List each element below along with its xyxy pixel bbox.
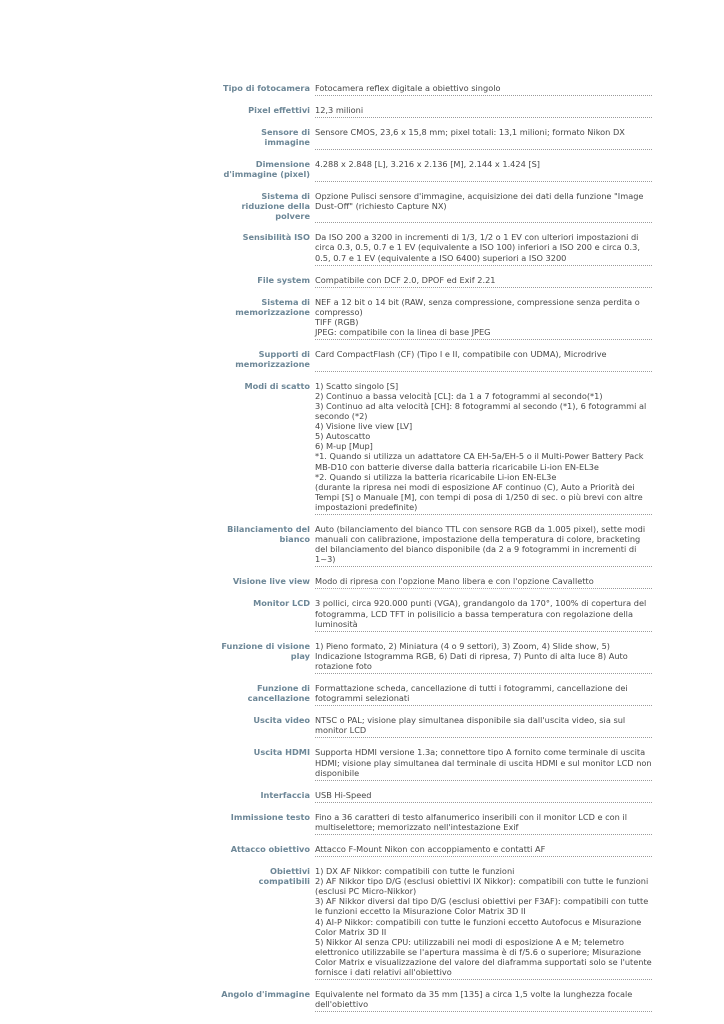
spec-row [220, 987, 652, 1012]
spacer-right [315, 96, 652, 104]
row-spacer [220, 515, 652, 523]
spec-label [220, 81, 315, 96]
row-spacer [220, 340, 652, 348]
spacer-right [315, 340, 652, 348]
spacer-left [220, 223, 315, 231]
spacer-left [220, 371, 315, 379]
spec-label-text: Monitor LCD [253, 598, 310, 609]
spec-label-text: Pixel effettivi [248, 105, 310, 116]
spec-value [315, 681, 652, 706]
spacer-right [315, 706, 652, 714]
spacer-right [315, 567, 652, 575]
spec-value-text: 1) Pieno formato, 2) Miniatura (4 o 9 settori), 3) Zoom, 4) Slide show, 5) Indicazione Istogramma RGB, 6) Dati di ripresa, 7) Punto di alta luce 8) Auto rotazione foto [315, 640, 628, 671]
spec-value-text: Opzione Pulisci sensore d'immagine, acquisizione dei dati della funzione "Image Dust-Off" (richiesto Capture NX) [315, 190, 644, 211]
spec-value [315, 713, 652, 738]
spacer-left [220, 738, 315, 746]
spec-value [315, 639, 652, 674]
spec-row [220, 230, 652, 265]
spec-value-text: Fotocamera reflex digitale a obiettivo singolo [315, 83, 501, 93]
spec-label [220, 842, 315, 857]
spec-label-text: Sensibilità ISO [242, 232, 310, 243]
spec-row [220, 103, 652, 118]
spec-label [220, 103, 315, 118]
spacer-right [315, 223, 652, 231]
spacer-right [315, 265, 652, 273]
spec-label-text: Sistema di riduzione della polvere [241, 190, 310, 221]
spec-value [315, 273, 652, 288]
spec-row [220, 788, 652, 803]
spacer-left [220, 706, 315, 714]
spec-value-text: NEF a 12 bit o 14 bit (RAW, senza compressione, compressione senza perdita o compresso) TIFF (RGB) JPEG: compatibile con la linea di base JPEG [315, 296, 640, 337]
spec-value-text: USB Hi-Speed [315, 789, 372, 800]
spec-label-text: Sistema di memorizzazione [235, 296, 310, 317]
spec-label [220, 864, 315, 980]
spacer-left [220, 118, 315, 126]
spacer-left [220, 265, 315, 273]
row-spacer [220, 1012, 652, 1020]
spec-label [220, 522, 315, 567]
spec-value-text: 1) Scatto singolo [S] 2) Continuo a bassa velocità [CL]: da 1 a 7 fotogrammi al secondo(*1) 3) Continuo ad alta velocità [CH]: 8 fotogrammi al secondo (*1), 6 fotogrammi al secondo (*2) 4) Visione live view [LV] 5) Autoscatto 6) M-up [Mup] *1. Quando si utilizza un adattatore CA EH-5a/EH-5 o il Multi-Power Battery Pack MB-D10 con batterie diverse dalla batteria ricaricabile Li-ion EN-EL3e *2. Quando si utilizza la batteria ricaricabile Li-ion EN-EL3e (durante la ripresa nei modi di esposizione AF continuo (C), Auto a Priorità dei Tempi [S] o Manuale [M], con tempi di posa di 1/250 di sec. o più brevi con altre impostazioni predefinite) [315, 380, 647, 512]
spec-label-text: Angolo d'immagine [221, 989, 310, 1000]
spacer-left [220, 631, 315, 639]
row-spacer [220, 287, 652, 295]
spec-label [220, 125, 315, 149]
spec-value [315, 864, 652, 980]
spacer-left [220, 589, 315, 597]
spec-value [315, 810, 652, 835]
spec-value-text: Modo di ripresa con l'opzione Mano libera e con l'opzione Cavalletto [315, 576, 594, 587]
spec-value [315, 125, 652, 149]
spec-label-text: Interfaccia [260, 789, 310, 800]
spec-row [220, 713, 652, 738]
spacer-right [315, 515, 652, 523]
spacer-left [220, 149, 315, 157]
spacer-right [315, 631, 652, 639]
spec-label-text: Immissione testo [230, 811, 310, 822]
spacer-right [315, 857, 652, 865]
spec-value [315, 574, 652, 589]
spacer-right [315, 834, 652, 842]
row-spacer [220, 567, 652, 575]
spec-value [315, 788, 652, 803]
spec-row [220, 157, 652, 181]
spec-value [315, 103, 652, 118]
spec-label-text: Supporti di memorizzazione [235, 349, 310, 370]
spacer-right [315, 780, 652, 788]
spec-label-text: Funzione di visione play [221, 640, 310, 661]
row-spacer [220, 96, 652, 104]
spec-row [220, 639, 652, 674]
spec-value-text: 1) DX AF Nikkor: compatibili con tutte le funzioni 2) AF Nikkor tipo D/G (esclusi obiettivi IX Nikkor): compatibili con tutte le funzioni (esclusi PC Micro-Nikkor) 3) AF Nikkor diversi dal tipo D/G (esclusi obiettivi per F3AF): compatibili con tutte le funzioni eccetto la Misurazione Color Matrix 3D II 4) AI-P Nikkor: compatibili con tutte le funzioni eccetto Autofocus e Misurazione Color Matrix 3D II 5) Nikkor AI senza CPU: utilizzabili nei modi di esposizione A e M; telemetro elettronico utilizzabile se l'apertura massima è di f/5.6 o superiore; Misurazione Color Matrix e visualizzazione del valore del diaframma supportati solo se l'utente fornisce i dati relativi all'obiettivo [315, 866, 652, 977]
spec-row [220, 864, 652, 980]
spec-value [315, 189, 652, 223]
spec-row [220, 125, 652, 149]
spec-row [220, 810, 652, 835]
spec-value [315, 295, 652, 340]
spec-label-text: Bilanciamento del bianco [227, 524, 310, 545]
spec-row [220, 379, 652, 515]
spacer-left [220, 515, 315, 523]
spec-label [220, 745, 315, 780]
row-spacer [220, 118, 652, 126]
spec-label [220, 987, 315, 1012]
spec-value-text: Equivalente nel formato da 35 mm [135] a circa 1,5 volte la lunghezza focale dell'obiettivo [315, 989, 633, 1010]
spec-value [315, 987, 652, 1012]
spec-value [315, 81, 652, 96]
spec-label [220, 157, 315, 181]
spec-label-text: Obiettivi compatibili [258, 866, 310, 887]
spec-row [220, 574, 652, 589]
spacer-left [220, 980, 315, 988]
spacer-left [220, 96, 315, 104]
row-spacer [220, 706, 652, 714]
spacer-right [315, 589, 652, 597]
spec-label [220, 189, 315, 223]
spacer-left [220, 340, 315, 348]
row-spacer [220, 834, 652, 842]
spec-table-body [220, 81, 652, 1019]
spec-label-text: Funzione di cancellazione [247, 683, 310, 704]
spec-value [315, 157, 652, 181]
spacer-left [220, 857, 315, 865]
spec-row [220, 347, 652, 371]
spec-label-text: Uscita video [253, 715, 310, 726]
spec-row [220, 842, 652, 857]
spec-value-text: NTSC o PAL; visione play simultanea disponibile sia dall'uscita video, sia sul monitor LCD [315, 715, 626, 736]
spacer-right [315, 738, 652, 746]
spec-label [220, 295, 315, 340]
spec-label [220, 788, 315, 803]
spec-label-text: Dimensione d'immagine (pixel) [223, 158, 310, 179]
spec-label-text: Attacco obiettivo [230, 843, 310, 854]
spec-value [315, 522, 652, 567]
spec-row [220, 745, 652, 780]
spec-value-text: Card CompactFlash (CF) (Tipo I e II, compatibile con UDMA), Microdrive [315, 349, 607, 360]
row-spacer [220, 149, 652, 157]
spec-value-text: Sensore CMOS, 23,6 x 15,8 mm; pixel totali: 13,1 milioni; formato Nikon DX [315, 127, 625, 138]
row-spacer [220, 980, 652, 988]
spec-value-text: Fino a 36 caratteri di testo alfanumerico inseribili con il monitor LCD e con il multiselettore; memorizzato nell'intestazione Exif [315, 811, 627, 832]
spec-value-text: Attacco F-Mount Nikon con accoppiamento e contatti AF [315, 843, 546, 854]
spec-row [220, 273, 652, 288]
spacer-right [315, 287, 652, 295]
spec-value-text: Formattazione scheda, cancellazione di tutti i fotogrammi, cancellazione dei fotogrammi selezionati [315, 683, 628, 704]
spec-row [220, 522, 652, 567]
spec-table [220, 81, 652, 1019]
spacer-left [220, 287, 315, 295]
row-spacer [220, 223, 652, 231]
spec-label-text: Modi di scatto [244, 380, 310, 391]
spec-value-text: 4.288 x 2.848 [L], 3.216 x 2.136 [M], 2.144 x 1.424 [S] [315, 158, 540, 169]
spacer-right [315, 371, 652, 379]
spec-label [220, 639, 315, 674]
spec-value-text: Auto (bilanciamento del bianco TTL con sensore RGB da 1.005 pixel), sette modi manuali con calibrazione, impostazione della temperatura di colore, bracketing del bilanciamento del bianco disponibile (da 2 a 9 fotogrammi in incrementi di 1~3) [315, 524, 646, 565]
spec-value-text: 3 pollici, circa 920.000 punti (VGA), grandangolo da 170°, 100% di copertura del fotogramma, LCD TFT in polisilicio a bassa temperatura con regolazione della luminosità [315, 598, 647, 629]
spacer-left [220, 834, 315, 842]
row-spacer [220, 181, 652, 189]
spec-value-text: Da ISO 200 a 3200 in incrementi di 1/3, 1/2 o 1 EV con ulteriori impostazioni di circa 0.3, 0.5, 0.7 e 1 EV (equivalente a ISO 100) inferiori a ISO 200 e circa 0.3, 0.5, 0.7 e 1 EV (equivalente a ISO 6400) superiori a ISO 3200 [315, 232, 640, 263]
spec-label-text: Sensore di immagine [261, 127, 310, 148]
spec-row [220, 295, 652, 340]
row-spacer [220, 265, 652, 273]
row-spacer [220, 802, 652, 810]
spec-label [220, 379, 315, 515]
spacer-left [220, 802, 315, 810]
spacer-left [220, 567, 315, 575]
spacer-right [315, 802, 652, 810]
row-spacer [220, 857, 652, 865]
spec-label-text: File system [257, 274, 310, 285]
spacer-right [315, 674, 652, 682]
spec-value [315, 379, 652, 515]
spec-label [220, 810, 315, 835]
row-spacer [220, 371, 652, 379]
spacer-right [315, 181, 652, 189]
spec-label [220, 681, 315, 706]
spec-label [220, 230, 315, 265]
spec-label [220, 273, 315, 288]
spec-value-text: 12,3 milioni [315, 105, 364, 116]
spec-label [220, 347, 315, 371]
spacer-left [220, 181, 315, 189]
spec-value [315, 596, 652, 631]
spacer-right [315, 149, 652, 157]
spacer-left [220, 1012, 315, 1020]
spec-label-text: Visione live view [232, 576, 310, 587]
spacer-right [315, 118, 652, 126]
spec-row [220, 596, 652, 631]
spec-value [315, 745, 652, 780]
spec-label [220, 596, 315, 631]
spec-value-text: Supporta HDMI versione 1.3a; connettore tipo A fornito come terminale di uscita HDMI; visione play simultanea dal terminale di uscita HDMI e sul monitor LCD non disponibile [315, 747, 652, 778]
spec-value [315, 230, 652, 265]
row-spacer [220, 738, 652, 746]
spec-row [220, 189, 652, 223]
spec-value [315, 842, 652, 857]
spec-label [220, 574, 315, 589]
row-spacer [220, 631, 652, 639]
spec-value [315, 347, 652, 371]
spec-row [220, 681, 652, 706]
row-spacer [220, 674, 652, 682]
spec-label-text: Tipo di fotocamera [223, 83, 310, 93]
row-spacer [220, 780, 652, 788]
spec-label [220, 713, 315, 738]
spec-label-text: Uscita HDMI [253, 747, 310, 758]
spec-value-text: Compatibile con DCF 2.0, DPOF ed Exif 2.21 [315, 274, 496, 285]
spec-row [220, 81, 652, 96]
spacer-right [315, 1012, 652, 1020]
spacer-left [220, 780, 315, 788]
spacer-right [315, 980, 652, 988]
row-spacer [220, 589, 652, 597]
spacer-left [220, 674, 315, 682]
